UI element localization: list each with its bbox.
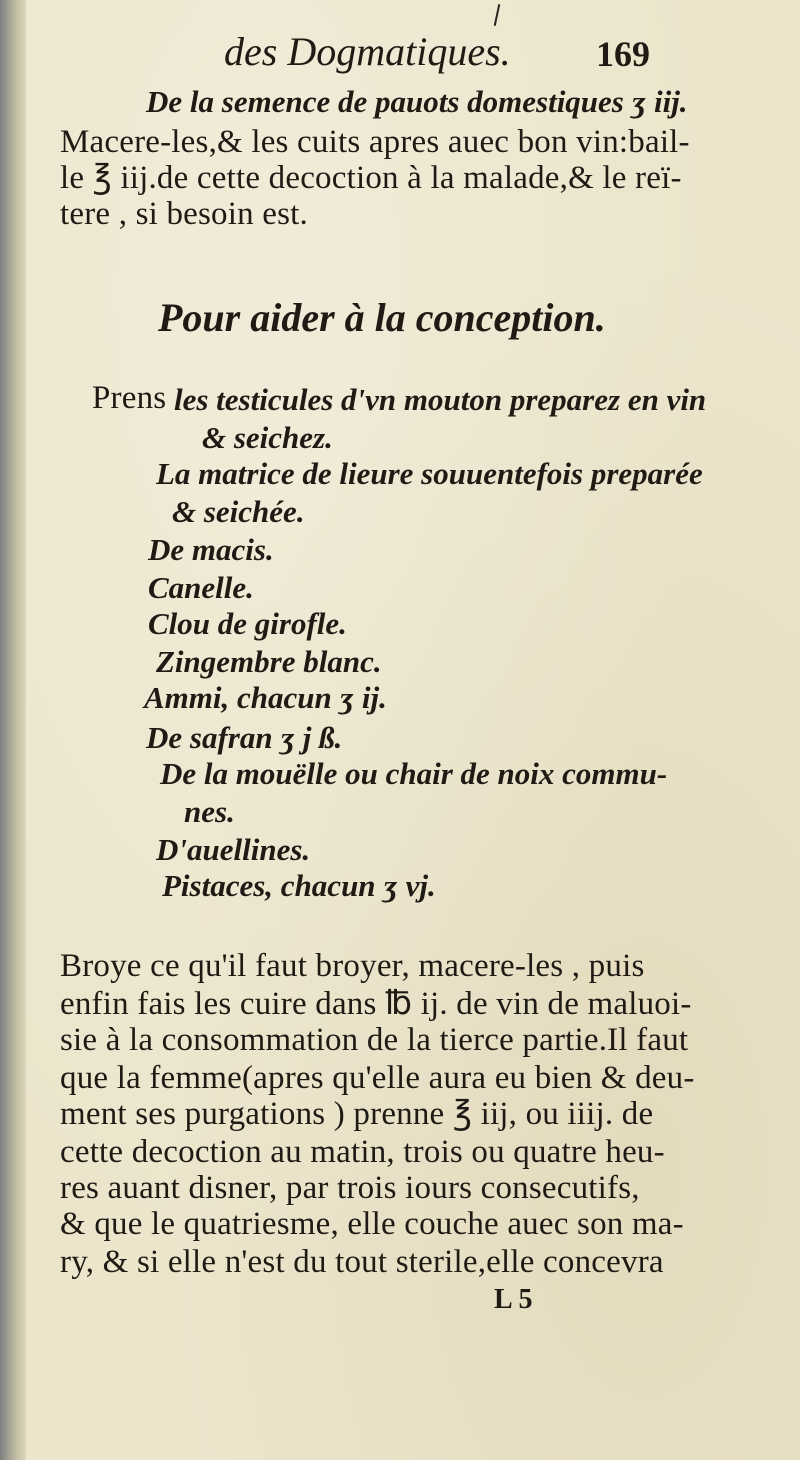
recipe-item: les testicules d'vn mouton preparez en vin <box>174 382 707 417</box>
top-line-4: tere , si besoin est. <box>60 196 308 232</box>
body-line: ry, & si elle n'est du tout sterile,elle concevra <box>60 1244 664 1280</box>
body-line: enfin fais les cuire dans ℔ ij. de vin de maluoi- <box>60 986 692 1022</box>
page-number: 169 <box>596 34 650 74</box>
recipe-item: De safran ʒ j ß. <box>146 720 343 755</box>
recipe-item: De la mouëlle ou chair de noix commu- <box>160 756 668 791</box>
recipe-item: Zingembre blanc. <box>156 644 382 679</box>
body-line: cette decoction au matin, trois ou quatre heu- <box>60 1134 665 1170</box>
body-line: que la femme(apres qu'elle aura eu bien & deu- <box>60 1060 695 1096</box>
recipe-item: Ammi, chacun ʒ ij. <box>144 680 387 715</box>
section-title: Pour aider à la conception. <box>158 295 606 340</box>
recipe-item: Pistaces, chacun ʒ vj. <box>162 868 436 903</box>
recipe-item: & seichez. <box>202 420 333 455</box>
body-line: sie à la consommation de la tierce partie.Il faut <box>60 1022 689 1058</box>
recipe-item: & seichée. <box>172 494 305 529</box>
top-line-1: De la semence de pauots domestiques ʒ iij. <box>146 84 688 119</box>
top-line-3: le ℥ iij.de cette decoction à la malade,& le reï- <box>60 160 682 196</box>
signature-mark: L 5 <box>494 1284 533 1315</box>
recipe-lead: Prens <box>92 380 167 416</box>
body-line: & que le quatriesme, elle couche auec son ma- <box>60 1206 684 1242</box>
recipe-item: D'auellines. <box>156 832 311 867</box>
body-line: ment ses purgations ) prenne ℥ iij, ou iiij. de <box>60 1096 654 1132</box>
recipe-item: De macis. <box>148 532 274 567</box>
recipe-item: nes. <box>184 794 235 829</box>
recipe-item: La matrice de lieure souuentefois preparée <box>156 456 703 491</box>
recipe-item: Clou de girofle. <box>148 606 347 641</box>
body-line: Broye ce qu'il faut broyer, macere-les , puis <box>60 948 645 984</box>
body-line: res auant disner, par trois iours consecutifs, <box>60 1170 640 1206</box>
recipe-item: Canelle. <box>148 570 254 605</box>
top-line-2: Macere-les,& les cuits apres auec bon vin:bail- <box>60 124 690 160</box>
book-page <box>26 0 800 1460</box>
ink-mark <box>494 4 501 26</box>
running-title: des Dogmatiques. <box>224 29 511 74</box>
